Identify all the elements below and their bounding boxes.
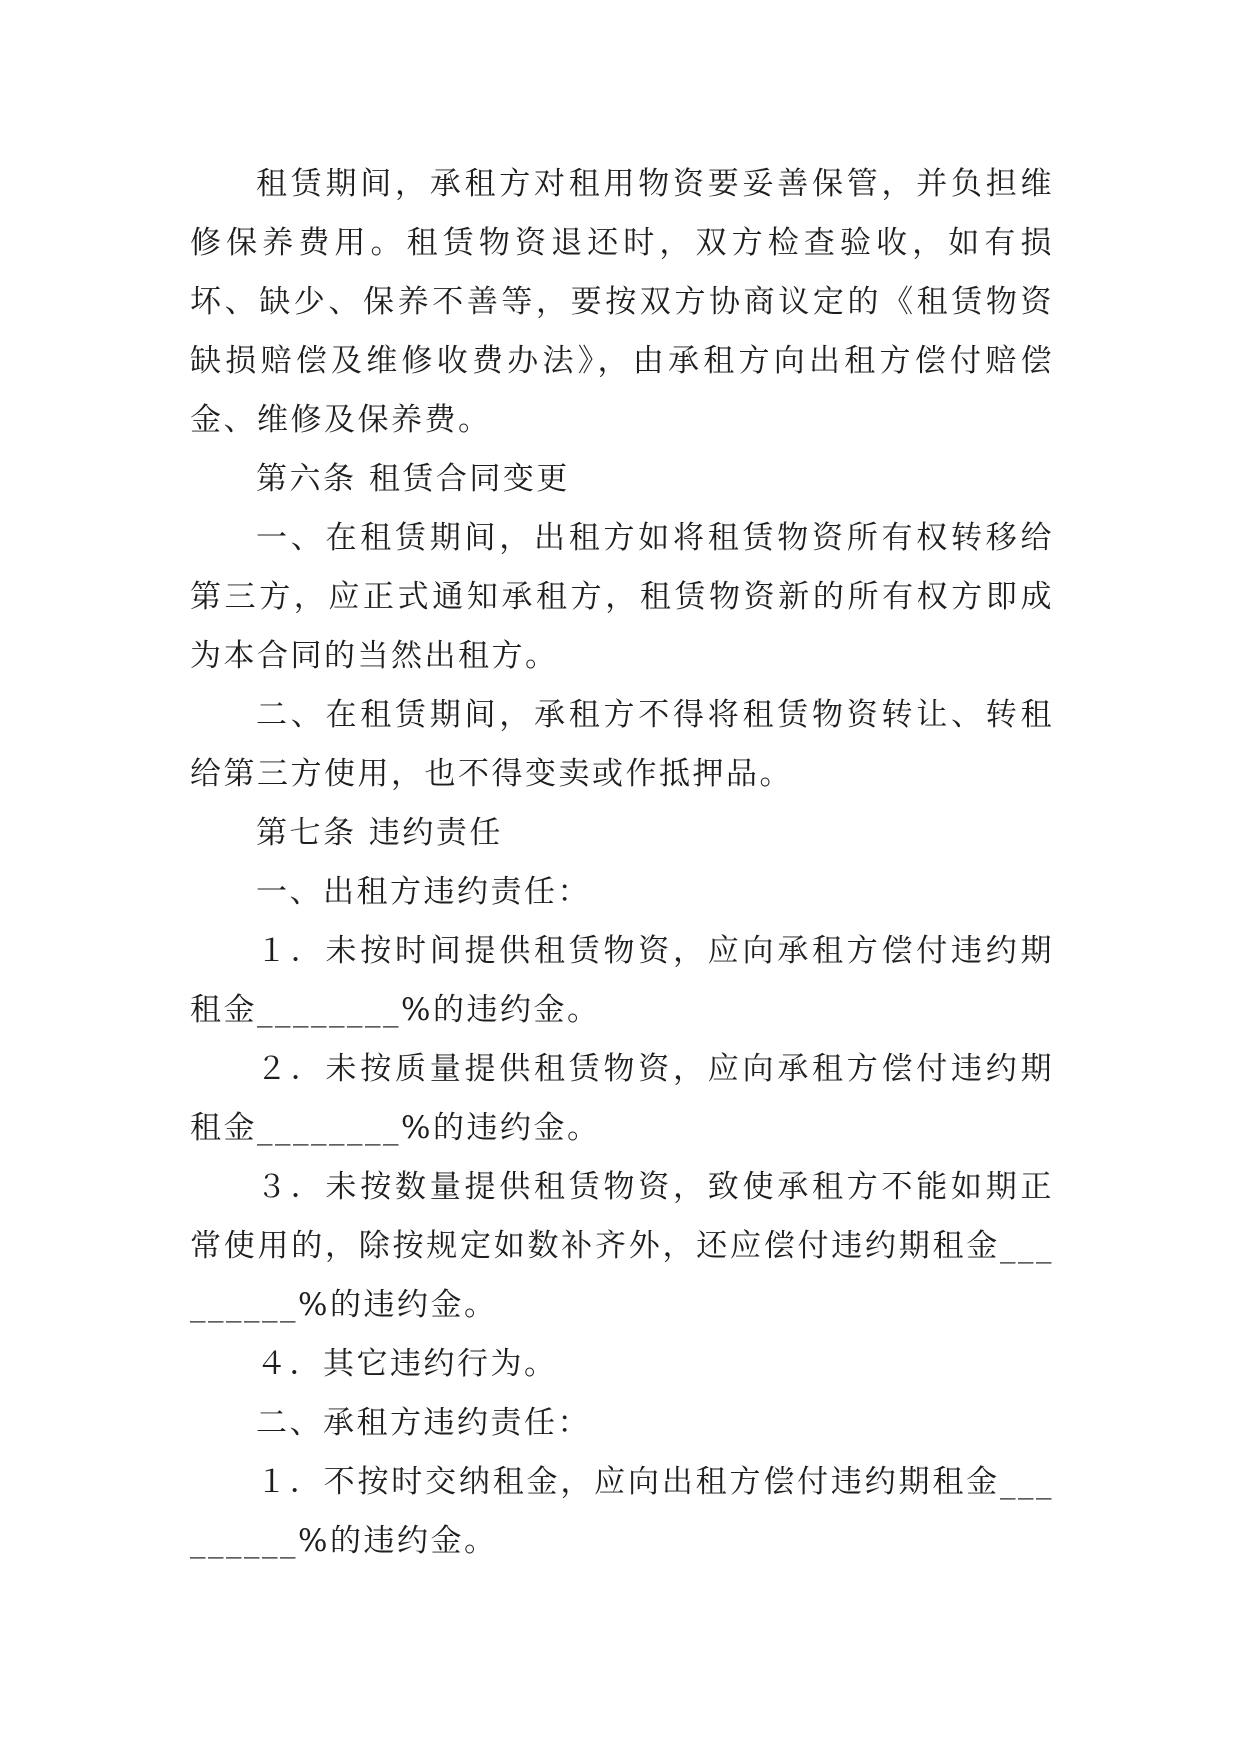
paragraph-lessor-item-3: ３．未按数量提供租赁物资，致使承租方不能如期正常使用的，除按规定如数补齐外，还应偿付违约期租金_________%的违约金。 [190, 1169, 1054, 1323]
document-body [190, 155, 1054, 1571]
paragraph-article-6-item-2: 二、在租赁期间，承租方不得将租赁物资转让、转租给第三方使用，也不得变卖或作抵押品。 [190, 697, 1054, 792]
paragraph-maintenance: 租赁期间，承租方对租用物资要妥善保管，并负担维修保养费用。租赁物资退还时，双方检查验收，如有损坏、缺少、保养不善等，要按双方协商议定的《租赁物资缺损赔偿及维修收费办法》，由承租方向出租方偿付赔偿金、维修及保养费。 [190, 166, 1054, 438]
subheading-lessee-liability: 二、承租方违约责任： [256, 1405, 591, 1441]
paragraph-lessor-item-4: ４．其它违约行为。 [256, 1346, 558, 1382]
paragraph-lessor-item-1: １．未按时间提供租赁物资，应向承租方偿付违约期租金________%的违约金。 [190, 933, 1054, 1028]
subheading-lessor-liability: 一、出租方违约责任： [256, 874, 591, 910]
heading-article-6: 第六条 租赁合同变更 [256, 461, 570, 497]
paragraph-lessor-item-2: ２．未按质量提供租赁物资，应向承租方偿付违约期租金________%的违约金。 [190, 1051, 1054, 1146]
paragraph-article-6-item-1: 一、在租赁期间，出租方如将租赁物资所有权转移给第三方，应正式通知承租方，租赁物资新的所有权方即成为本合同的当然出租方。 [190, 520, 1054, 674]
paragraph-lessee-item-1: １．不按时交纳租金，应向出租方偿付违约期租金_________%的违约金。 [190, 1464, 1054, 1559]
heading-article-7: 第七条 违约责任 [256, 815, 503, 851]
